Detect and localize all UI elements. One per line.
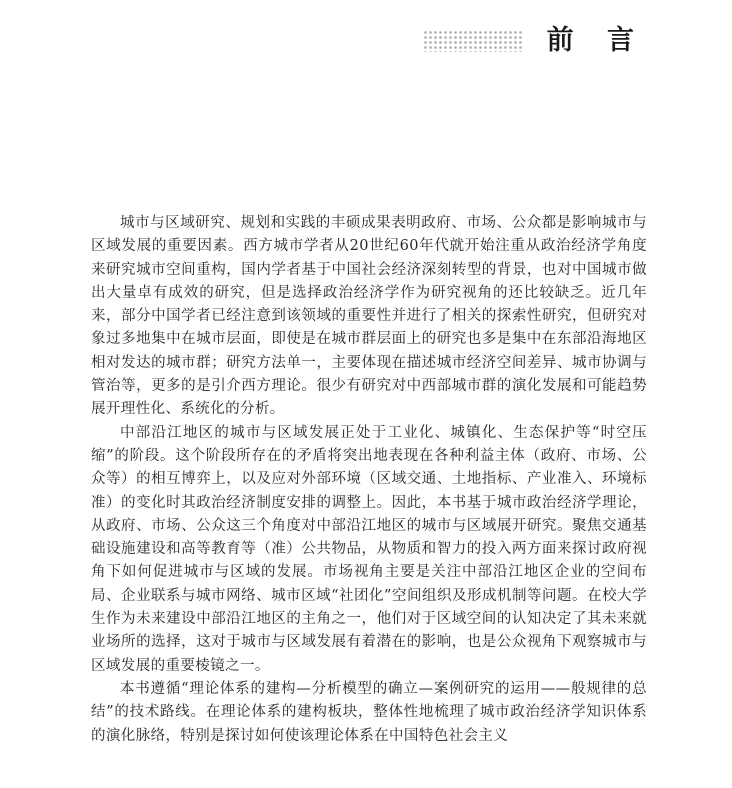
paragraph-1: 城市与区域研究、规划和实践的丰硕成果表明政府、市场、公众都是影响城市与区域发展的重要因素。西方城市学者从20世纪60年代就开始注重从政治经济学角度来研究城市空间重构，国内学者基于中国社会经济深刻转型的背景，也对中国城市做出大量卓有成效的研究，但是选择政治经济学作为研究视角的还比较缺乏。近几年来，部分中国学者已经注意到该领域的重要性并进行了相关的探索性研究，但研究对象过多地集中在城市层面，即使是在城市群层面上的研究也多是集中在东部沿海地区相对发达的城市群；研究方法单一，主要体现在描述城市经济空间差异、城市协调与管治等，更多的是引介西方理论。很少有研究对中西部城市群的演化发展和可能趋势展开理性化、系统化的分析。 bbox=[91, 215, 647, 418]
page-header bbox=[423, 26, 646, 56]
dotted-decoration bbox=[423, 30, 523, 52]
page-title: 前 言 bbox=[546, 25, 646, 56]
paragraph-3: 本书遵循“理论体系的建构—分析模型的确立—案例研究的运用——般规律的总结”的技术路线。在理论体系的建构板块，整体性地梳理了城市政治经济学知识体系的演化脉络，特别是探讨如何使该理论体系在中国特色社会主义 bbox=[91, 680, 647, 744]
body-text bbox=[91, 212, 647, 748]
paragraph-2: 中部沿江地区的城市与区域发展正处于工业化、城镇化、生态保护等“时空压缩”的阶段。这个阶段所存在的矛盾将突出地表现在各种利益主体（政府、市场、公众等）的相互博弈上，以及应对外部环境（区域交通、土地指标、产业准入、环境标准）的变化时其政治经济制度安排的调整上。因此，本书基于城市政治经济学理论，从政府、市场、公众这三个角度对中部沿江地区的城市与区域展开研究。聚焦交通基础设施建设和高等教育等（准）公共物品，从物质和智力的投入两方面来探讨政府视角下如何促进城市与区域的发展。市场视角主要是关注中部沿江地区企业的空间布局、企业联系与城市网络、城市区域“社团化”空间组织及形成机制等问题。在校大学生作为未来建设中部沿江地区的主角之一，他们对于区域空间的认知决定了其未来就业场所的选择，这对于城市与区域发展有着潜在的影响，也是公众视角下观察城市与区域发展的重要棱镜之一。 bbox=[91, 424, 647, 674]
